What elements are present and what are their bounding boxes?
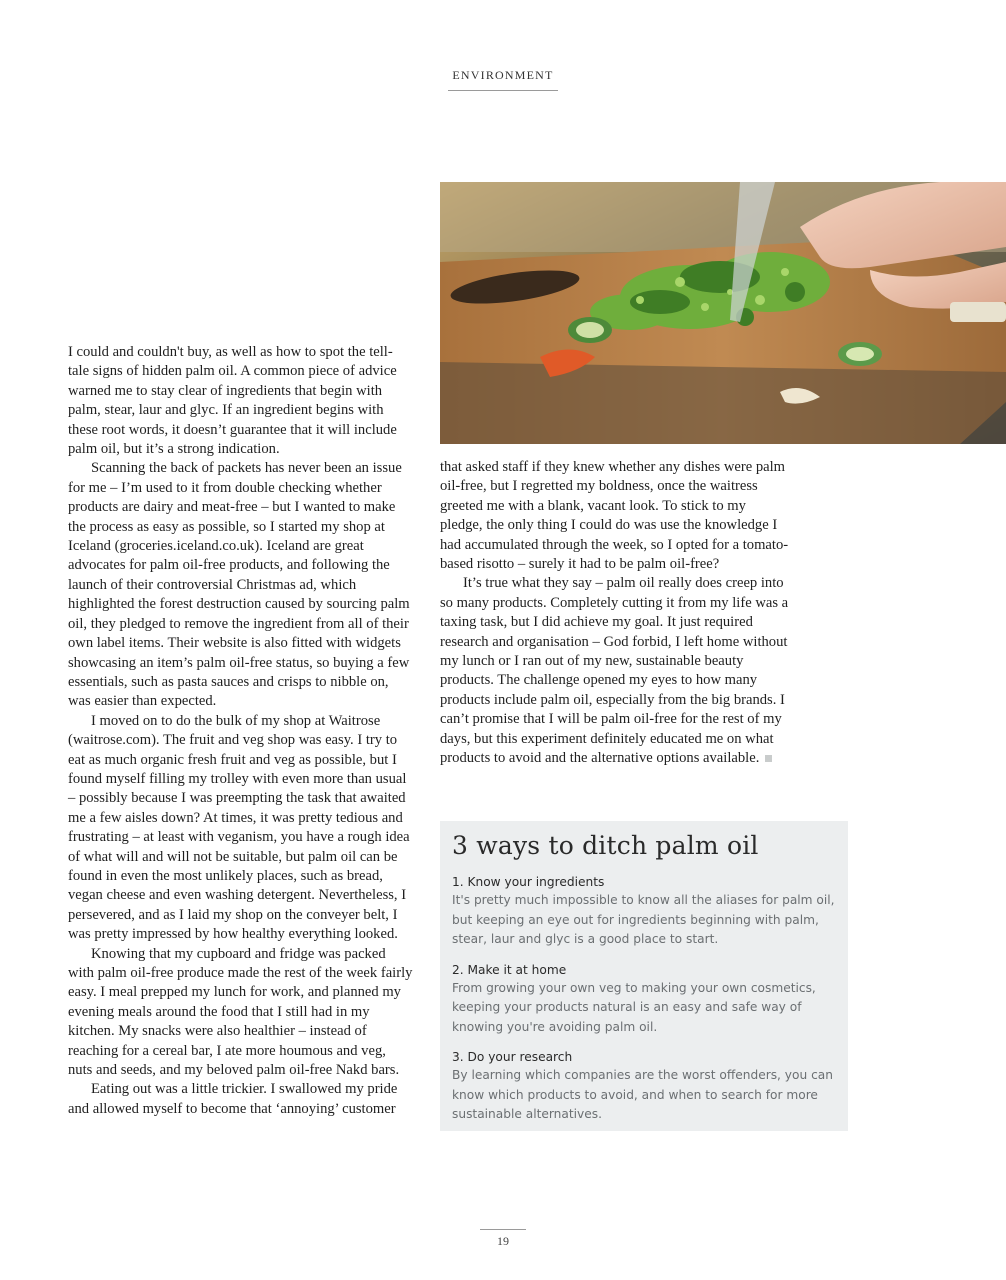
article-paragraph: I could and couldn't buy, as well as how to spot the tell-tale signs of hidden palm oil. A common piece of advice warned me to stay clear of ingredients that begin with palm, stear, laur and glyc. If an ingredient begins with these root words, it doesn’t guarantee that it will include palm oil, but it’s a strong indication. [68, 344, 397, 458]
tip-heading: 1. Know your ingredients [452, 875, 605, 889]
article-paragraph: that asked staff if they knew whether any dishes were palm oil-free, but I regretted my boldness, once the waitress greeted me with a blank, vacant look. To stick to my pledge, the only thing I could do was use the knowledge I had accumulated through the week, so I opted for a tomato-based risotto – surely it had to be palm oil-free? [440, 459, 789, 573]
end-of-article-mark [765, 755, 772, 762]
tip-item [452, 962, 836, 1038]
article-column-left [68, 343, 413, 1119]
tips-box [440, 821, 848, 1131]
tip-item [452, 1049, 836, 1125]
section-label: ENVIRONMENT [448, 68, 558, 91]
tip-body: By learning which companies are the worst offenders, you can know which products to avoid, and when to search for more sustainable alternatives. [452, 1068, 833, 1121]
page-number: 19 [480, 1229, 526, 1249]
article-column-right [440, 458, 790, 769]
tip-body: It's pretty much impossible to know all the aliases for palm oil, but keeping an eye out for ingredients beginning with palm, stear, laur and glyc is a good place to start. [452, 893, 835, 946]
article-paragraph: Scanning the back of packets has never been an issue for me – I’m used to it from double checking whether products are dairy and meat-free – but I wanted to make the process as easy as possible, so I started my shop at Iceland (groceries.iceland.co.uk). Iceland are great advocates for palm oil-free products, and following the launch of their controversial Christmas ad, which highlighted the forest destruction caused by sourcing palm oil, they pledged to remove the ingredient from all of their own label items. Their website is also fitted with widgets showcasing an item’s palm oil-free status, so buying a few essentials, such as pasta sauces and crisps to nibble on, was easier than expected. [68, 460, 410, 710]
article-paragraph: Knowing that my cupboard and fridge was packed with palm oil-free produce made the rest of the week fairly easy. I meal prepped my lunch for work, and planned my evening meals around the food that I still had in my kitchen. My snacks were also healthier – instead of reaching for a cereal bar, I ate more houmous and veg, nuts and seeds, and my beloved palm oil-free Nakd bars. [68, 945, 413, 1079]
tip-body: From growing your own veg to making your own cosmetics, keeping your products natural is an easy and safe way of knowing you're avoiding palm oil. [452, 980, 816, 1034]
article-paragraph: Eating out was a little trickier. I swallowed my pride and allowed myself to become that ‘annoying’ customer [68, 1081, 398, 1117]
tip-heading: 2. Make it at home [452, 962, 567, 977]
article-paragraph: I moved on to do the bulk of my shop at Waitrose (waitrose.com). The fruit and veg shop was easy. I try to eat as much organic fresh fruit and veg as possible, but I found myself filling my trolley with even more than usual – possibly because I was preempting the task that awaited me a few aisles down? At times, it was pretty tedious and frustrating – at least with veganism, you have a rough idea of what will and will not be suitable, but palm oil can be found in even the most unlikely places, such as bread, vegan cheese and even washing detergent. Nevertheless, I persevered, and as I laid my shop on the conveyer belt, I was pretty impressed by how healthy everything looked. [68, 712, 410, 943]
chopping-board-photo [440, 182, 1006, 444]
article-paragraph-text: It’s true what they say – palm oil really does creep into so many products. Completely cutting it from my life was a taxing task, but I did achieve my goal. It just required research and organisation – God forbid, I left home without my lunch or I ran out of my new, sustainable beauty products. The challenge opened my eyes to how many products include palm oil, especially from the big brands. I can’t promise that I will be palm oil-free for the rest of my days, but this experiment definitely educated me on what products to avoid and the alternative options available. [440, 575, 789, 767]
tip-item [452, 874, 836, 950]
tip-heading: 3. Do your research [452, 1050, 573, 1064]
tips-title: 3 ways to ditch palm oil [452, 831, 759, 860]
article-paragraph [440, 574, 790, 768]
